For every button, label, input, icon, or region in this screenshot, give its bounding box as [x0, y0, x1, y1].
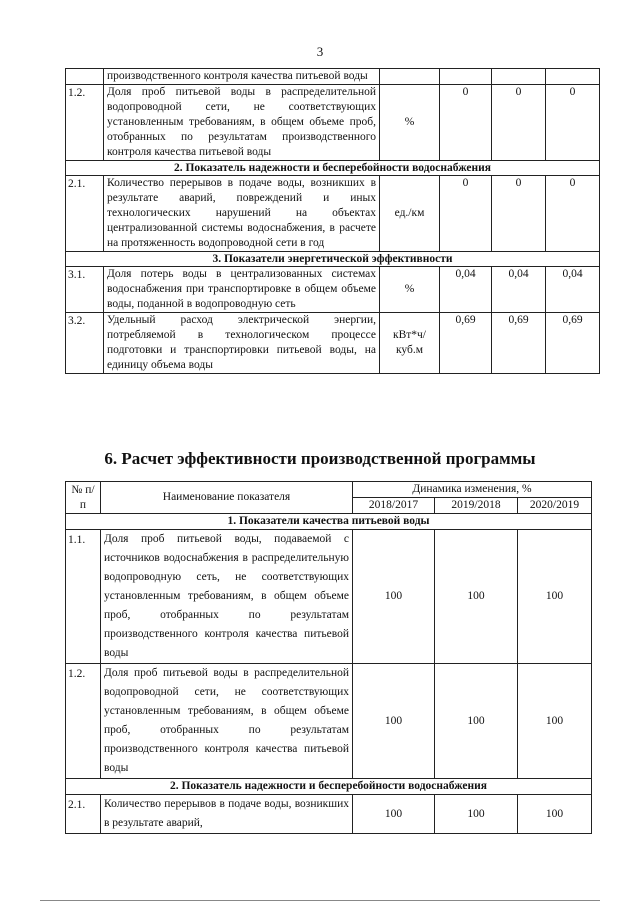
header-year: 2020/2019 — [518, 498, 592, 514]
row-number: 1.2. — [66, 664, 101, 779]
row-number: 3.2. — [66, 313, 104, 374]
value-cell: 100 — [353, 664, 435, 779]
value-cell: 100 — [518, 530, 592, 664]
value-cell: 0 — [440, 176, 492, 252]
row-number: 1.2. — [66, 85, 104, 161]
section-row — [66, 779, 592, 795]
table-row — [66, 267, 600, 313]
unit-cell: % — [380, 85, 440, 161]
section-row — [66, 252, 600, 267]
value-cell: 100 — [353, 795, 435, 834]
indicator-name: Удельный расход электрической энергии, потребляемой в технологическом процессе подготовки и транспортировки питьевой воды, на единицу объема воды — [104, 313, 380, 374]
value-cell: 100 — [435, 795, 518, 834]
indicator-name: Доля проб питьевой воды, подаваемой с источников водоснабжения в распределительную водопроводную сеть, не соответствующих установленным требованиям, в общем объеме проб, отобранных по результатам производственного контроля качества питьевой воды — [101, 530, 353, 664]
indicators-table-continued — [65, 68, 600, 374]
value-cell: 100 — [435, 530, 518, 664]
unit-cell: ед./км — [380, 176, 440, 252]
value-cell: 0 — [492, 85, 546, 161]
header-year: 2018/2017 — [353, 498, 435, 514]
section-heading: 2. Показатель надежности и бесперебойности водоснабжения — [66, 161, 600, 176]
header-year: 2019/2018 — [435, 498, 518, 514]
section-heading: 2. Показатель надежности и бесперебойности водоснабжения — [66, 779, 592, 795]
header-dynamics: Динамика изменения, % — [353, 482, 592, 498]
indicator-name: Доля проб питьевой воды в распределительной водопроводной сети, не соответствующих установленным требованиям, в общем объеме проб, отобранных по результатам производственного контроля качества питьевой воды — [104, 85, 380, 161]
header-name: Наименование показателя — [101, 482, 353, 514]
section-row — [66, 161, 600, 176]
value-cell: 0 — [492, 176, 546, 252]
value-cell: 0,04 — [440, 267, 492, 313]
value-cell: 100 — [518, 664, 592, 779]
value-cell: 0 — [546, 176, 600, 252]
unit-cell: % — [380, 267, 440, 313]
value-cell: 0,69 — [440, 313, 492, 374]
row-number: 1.1. — [66, 530, 101, 664]
table-row — [66, 795, 592, 834]
table-row — [66, 530, 592, 664]
value-cell: 0,04 — [492, 267, 546, 313]
row-number: 2.1. — [66, 795, 101, 834]
value-cell: 100 — [435, 664, 518, 779]
table-row — [66, 664, 592, 779]
table-row — [66, 313, 600, 374]
section-row — [66, 514, 592, 530]
table-row — [66, 69, 600, 85]
indicator-name: Доля потерь воды в централизованных системах водоснабжения при транспортировке в общем объеме воды, поданной в водопроводную сеть — [104, 267, 380, 313]
header-row — [66, 482, 592, 498]
value-cell: 0,04 — [546, 267, 600, 313]
table-row — [66, 85, 600, 161]
row-number: 2.1. — [66, 176, 104, 252]
section-title: 6. Расчет эффективности производственной программы — [104, 449, 536, 468]
section-heading: 1. Показатели качества питьевой воды — [66, 514, 592, 530]
indicator-name: Количество перерывов в подаче воды, возникших в результате аварий, повреждений и иных технологических нарушений на объектах централизованной системы водоснабжения, в расчете на протяженность водопроводной сети в год — [104, 176, 380, 252]
indicator-name: Доля проб питьевой воды в распределительной водопроводной сети, не соответствующих установленным требованиям, в общем объеме проб, отобранных по результатам производственного контроля качества питьевой воды — [101, 664, 353, 779]
indicator-name: Количество перерывов в подаче воды, возникших в результате аварий, — [101, 795, 353, 834]
page-number: 3 — [316, 44, 324, 59]
value-cell: 100 — [518, 795, 592, 834]
table-row — [66, 176, 600, 252]
section-heading: 3. Показатели энергетической эффективности — [66, 252, 600, 267]
value-cell: 0,69 — [546, 313, 600, 374]
value-cell: 0 — [546, 85, 600, 161]
value-cell: 100 — [353, 530, 435, 664]
unit-cell: кВт*ч/ куб.м — [380, 313, 440, 374]
row-number: 3.1. — [66, 267, 104, 313]
efficiency-table — [65, 481, 592, 834]
continued-cell: производственного контроля качества питьевой воды — [104, 69, 380, 85]
value-cell: 0 — [440, 85, 492, 161]
value-cell: 0,69 — [492, 313, 546, 374]
page-bottom-edge — [40, 900, 600, 901]
header-number: № п/п — [66, 482, 101, 514]
